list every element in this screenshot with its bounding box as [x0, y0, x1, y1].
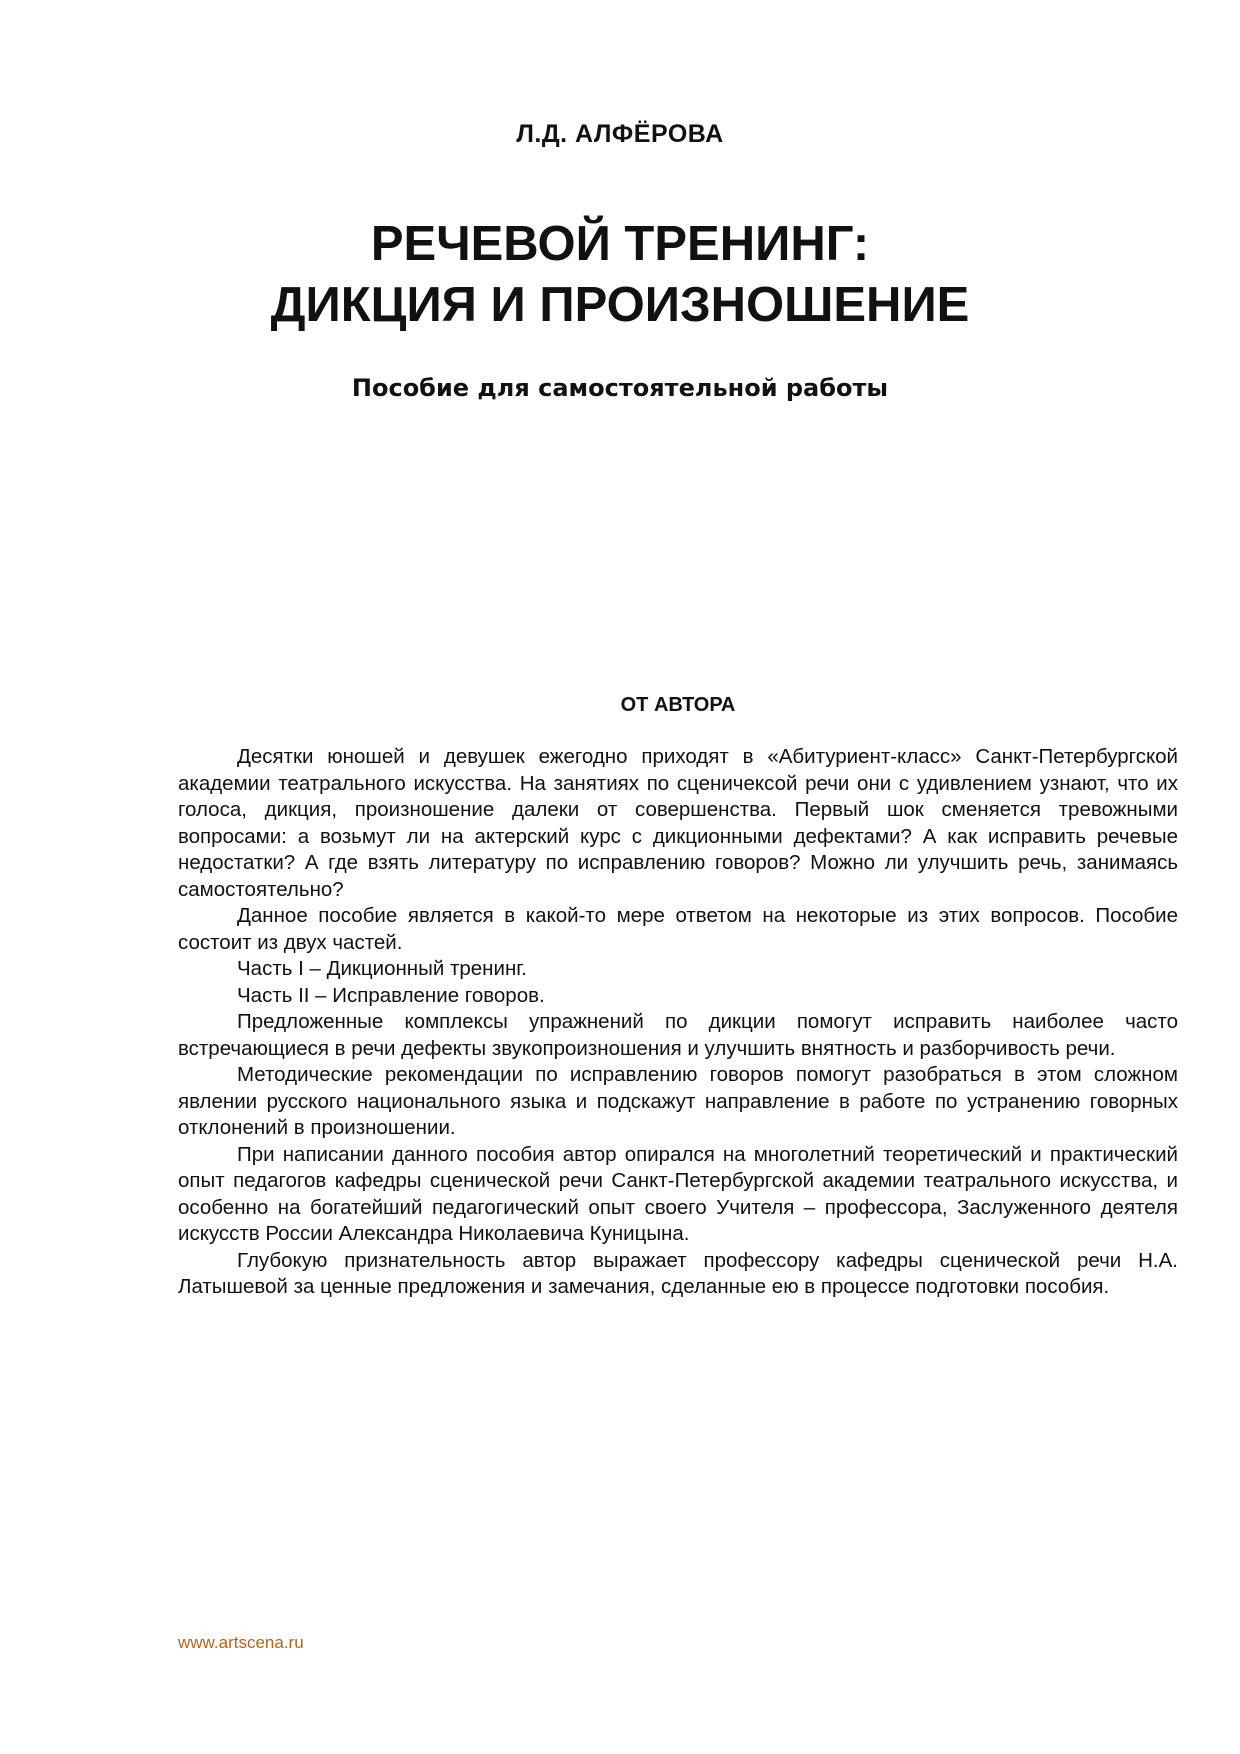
paragraph: Методические рекомендации по исправлению говоров помогут разобраться в этом сложном явлении русского национального языка и подскажут направление в работе по устранению говорных отклонений в произношении.: [178, 1063, 1178, 1139]
foreword-body: [178, 744, 1178, 1301]
footer-website-link[interactable]: www.artscena.ru: [178, 1633, 304, 1652]
paragraph: При написании данного пособия автор опирался на многолетний теоретический и практический опыт педагогов кафедры сценической речи Санкт-Петербургской академии театрального искусства, и особенно на богатейший педагогический опыт своего Учителя – профессора, Заслуженного деятеля искусств России Александра Николаевича Куницына.: [178, 1142, 1178, 1245]
book-title: [0, 214, 1240, 336]
paragraph: Десятки юношей и девушек ежегодно приходят в «Абитуриент-класс» Санкт-Петербургской академии театрального искусства. На занятиях по сценичексой речи они с удивлением узнают, что их голоса, дикция, произношение далеки от совершенства. Первый шок сменяется тревожными вопросами: а возьмут ли на актерский курс с дикционными дефектами? А как исправить речевые недостатки? А где взять литературу по исправлению говоров? Можно ли улучшить речь, занимаясь самостоятельно?: [178, 745, 1178, 901]
paragraph: Глубокую признательность автор выражает профессору кафедры сценической речи Н.А. Латышевой за ценные предложения и замечания, сделанные ею в процессе подготовки пособия.: [178, 1248, 1178, 1298]
paragraph: Часть I – Дикционный тренинг.: [237, 957, 527, 980]
section-heading: ОТ АВТОРА: [620, 694, 736, 716]
paragraph: Данное пособие является в какой-то мере ответом на некоторые из этих вопросов. Пособие состоит из двух частей.: [178, 904, 1178, 954]
book-title-line-1: РЕЧЕВОЙ ТРЕНИНГ:: [370, 217, 870, 271]
paragraph: Предложенные комплексы упражнений по дикции помогут исправить наиболее часто встречающиеся в речи дефекты звукопроизношения и улучшить внятность и разборчивость речи.: [178, 1010, 1178, 1060]
book-title-line-2: ДИКЦИЯ И ПРОИЗНОШЕНИЕ: [270, 278, 970, 332]
paragraph: Часть II – Исправление говоров.: [237, 983, 545, 1007]
author-name: Л.Д. АЛФЁРОВА: [516, 120, 724, 148]
book-subtitle: Пособие для самостоятельной работы: [351, 374, 889, 402]
